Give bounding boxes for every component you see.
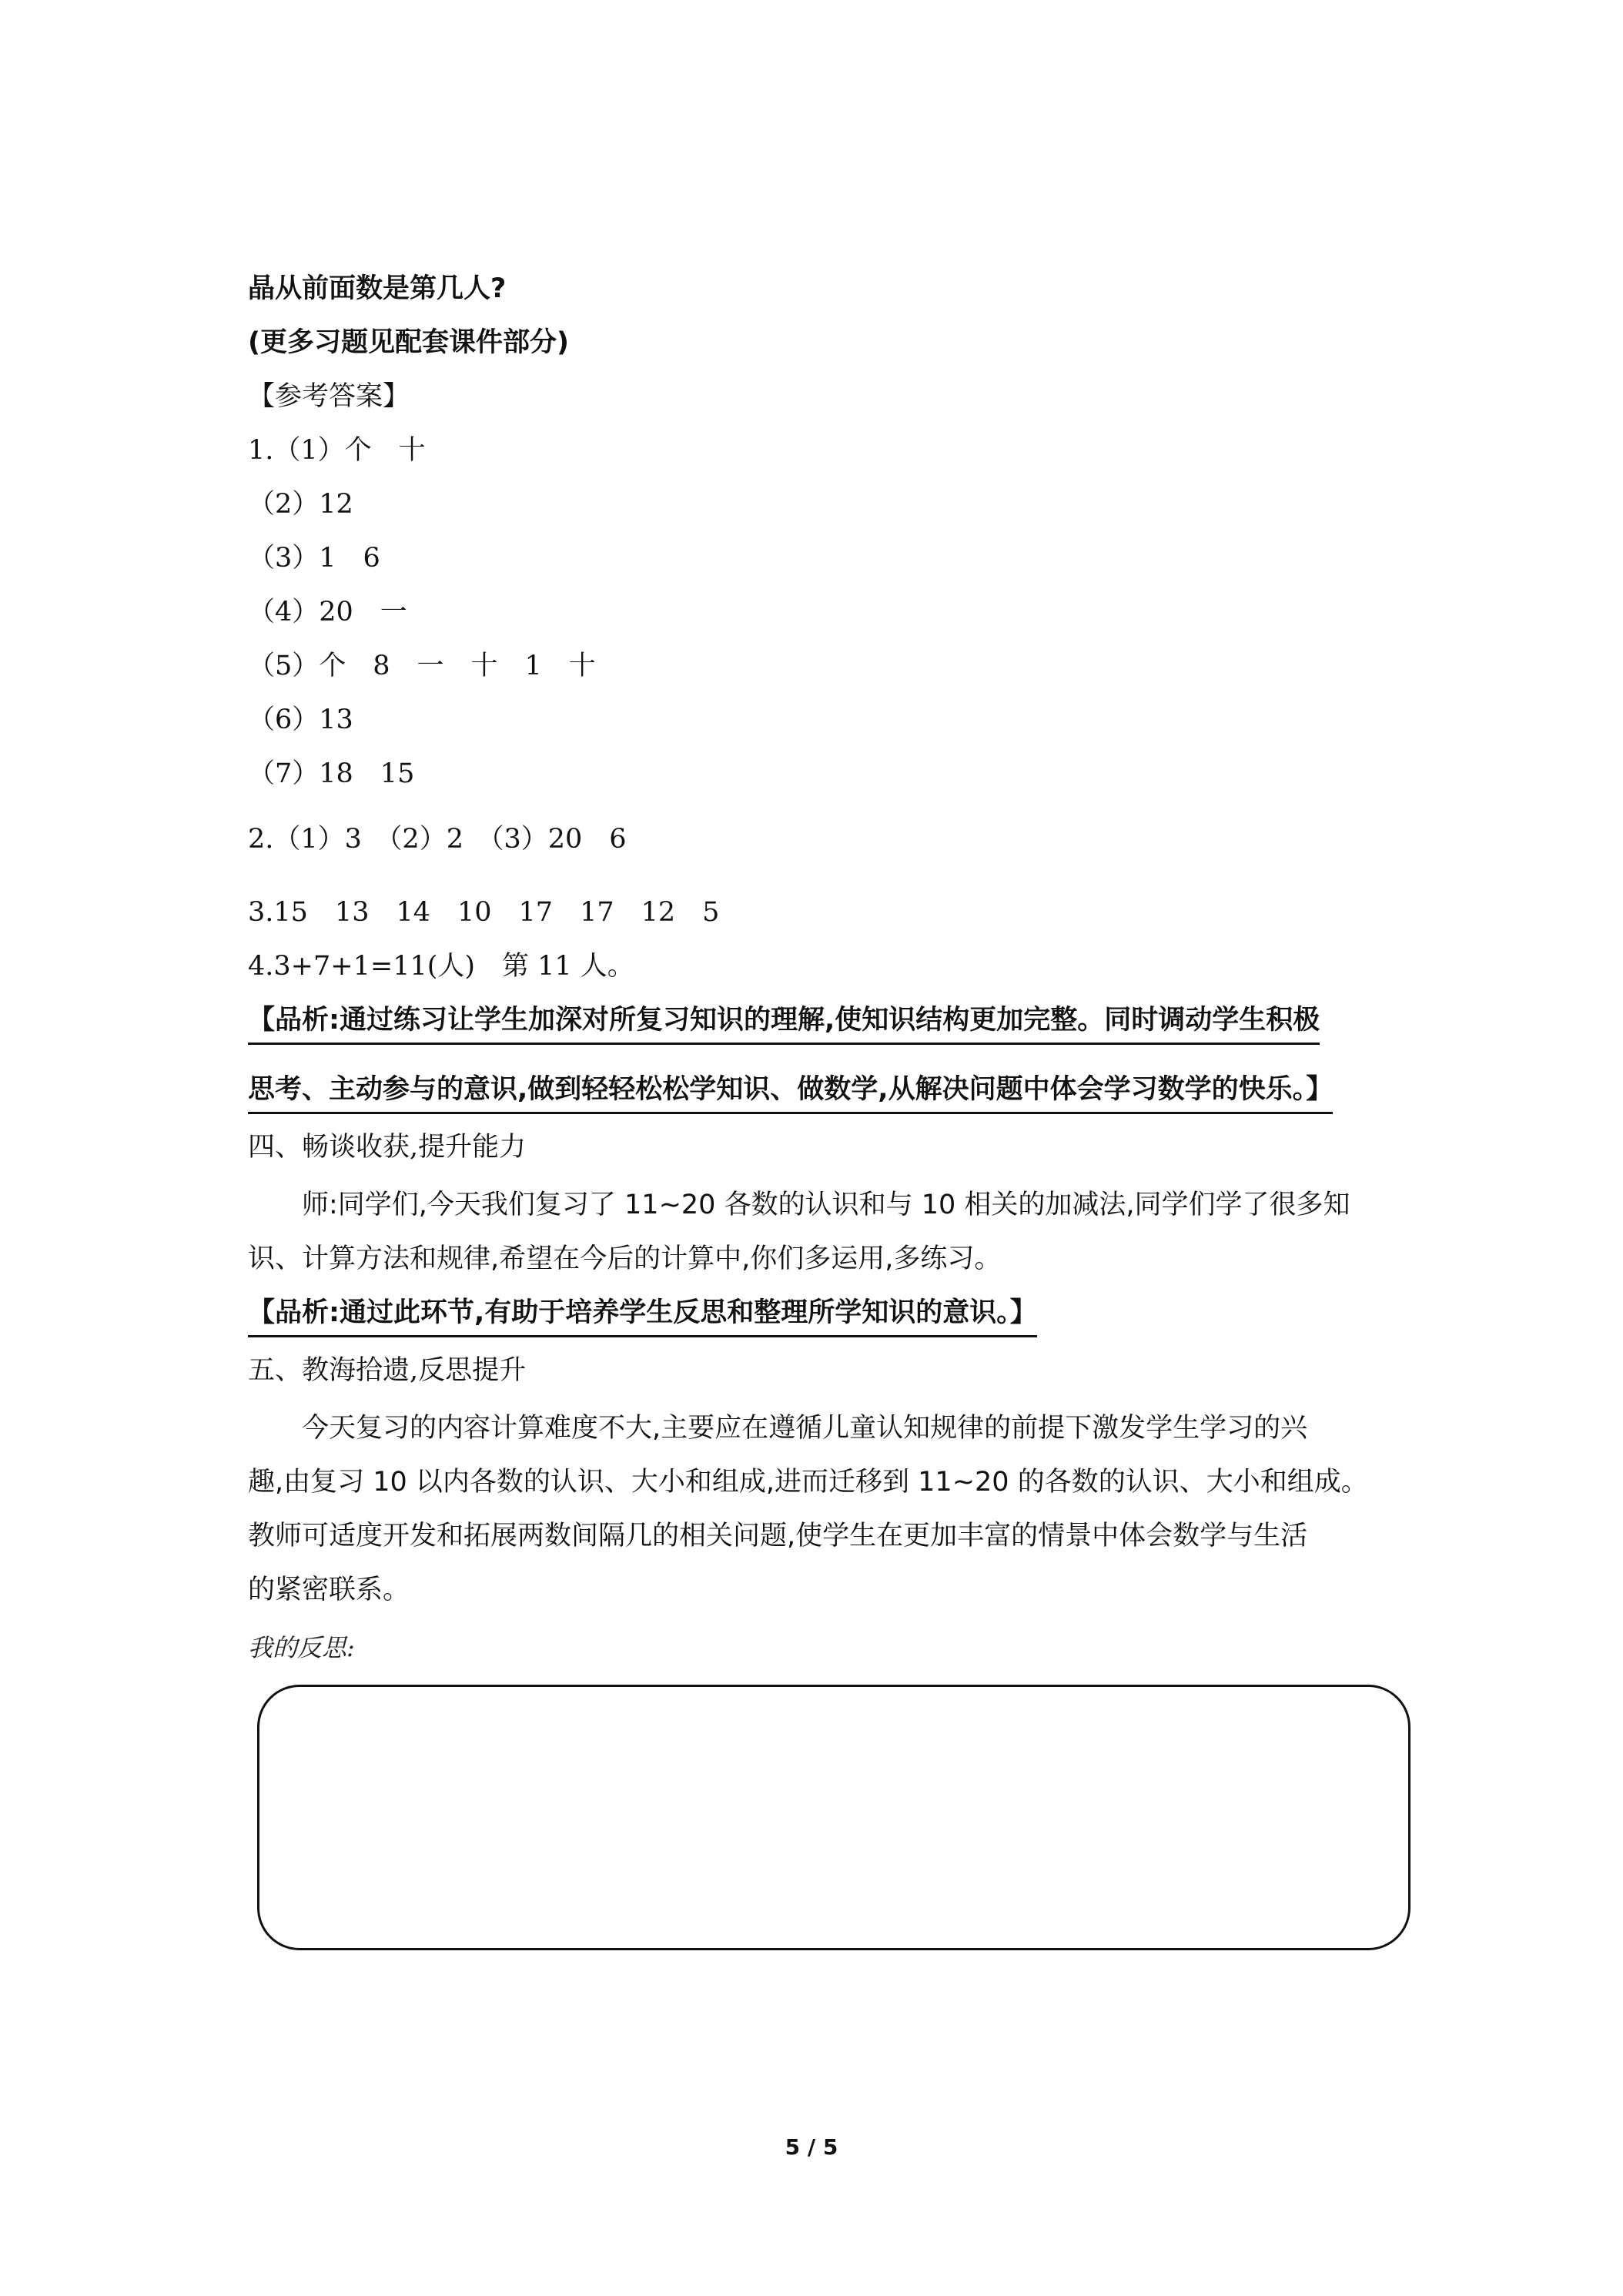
answer-1-2: （2）12	[248, 489, 353, 520]
analysis-note-1b: 思考、主动参与的意识,做到轻轻松松学知识、做数学,从解决问题中体会学习数学的快乐。】	[248, 1070, 1333, 1114]
section-5-para-3: 教师可适度开发和拓展两数间隔几的相关问题,使学生在更加丰富的情景中体会数学与生活	[248, 1521, 1308, 1551]
answer-2: 2.（1）3 （2）2 （3）20 6	[248, 824, 627, 855]
answer-1-6: （6）13	[248, 705, 353, 735]
section-4-title: 四、畅谈收获,提升能力	[248, 1132, 527, 1163]
section-5-title: 五、教海拾遗,反思提升	[248, 1355, 527, 1386]
analysis-note-2: 【品析:通过此环节,有助于培养学生反思和整理所学知识的意识。】	[248, 1294, 1037, 1337]
more-exercises-note: (更多习题见配套课件部分)	[248, 327, 569, 358]
answer-4: 4.3+7+1=11(人) 第 11 人。	[248, 951, 634, 982]
reflection-box[interactable]	[257, 1685, 1411, 1950]
question-text: 晶从前面数是第几人?	[248, 273, 507, 304]
section-5-para-1: 今天复习的内容计算难度不大,主要应在遵循儿童认知规律的前提下激发学生学习的兴	[302, 1413, 1308, 1444]
answer-3: 3.15 13 14 10 17 17 12 5	[248, 897, 720, 928]
answer-1-7: （7）18 15	[248, 758, 415, 789]
answer-1-3: （3）1 6	[248, 543, 380, 574]
section-5-para-4: 的紧密联系。	[248, 1575, 410, 1605]
page-number: 5 / 5	[785, 2134, 838, 2160]
answer-1-1: 1.（1）个 十	[248, 435, 426, 466]
section-4-para-2: 识、计算方法和规律,希望在今后的计算中,你们多运用,多练习。	[248, 1243, 1002, 1274]
answer-heading: 【参考答案】	[248, 381, 410, 412]
section-5-para-2: 趣,由复习 10 以内各数的认识、大小和组成,进而迁移到 11~20 的各数的认识、大小和组成。	[248, 1467, 1368, 1498]
section-4-para-1: 师:同学们,今天我们复习了 11~20 各数的认识和与 10 相关的加减法,同学们学了很多知	[302, 1190, 1350, 1220]
answer-1-4: （4）20 一	[248, 597, 407, 628]
analysis-note-1a: 【品析:通过练习让学生加深对所复习知识的理解,使知识结构更加完整。同时调动学生积极	[248, 1001, 1320, 1045]
reflection-label: 我的反思:	[248, 1633, 355, 1662]
answer-1-5: （5）个 8 一 十 1 十	[248, 651, 596, 681]
